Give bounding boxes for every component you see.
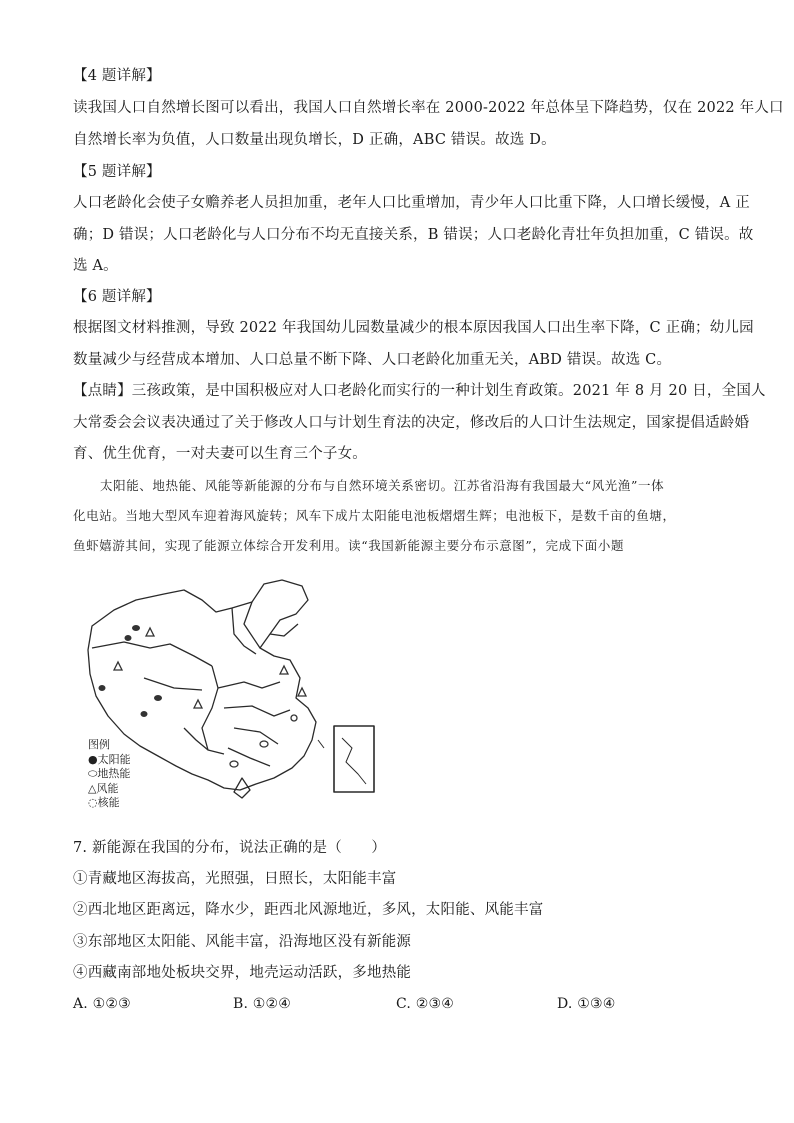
tip-line-1: 【点睛】三孩政策，是中国积极应对人口老龄化而实行的一种计划生育政策。2021 年 8 月 20 日，全国人 [73,383,766,399]
legend-item-wind: △风能 [88,781,119,795]
map-legend [88,738,131,811]
legend-item-geothermal: ⬭地热能 [88,767,131,780]
legend-title: 图例 [88,738,110,751]
q7-statement-2: ②西北地区距离远，降水少，距西北风源地近，多风，太阳能、风能丰富 [73,902,544,918]
q5-line-3: 选 A。 [73,258,118,274]
tip-line-3: 育、优生优育，一对夫妻可以生育三个子女。 [73,446,367,462]
material-line-2: 化电站。当地大型风车迎着海风旋转；风车下成片太阳能电池板熠熠生辉；电池板下，是数千亩的鱼塘， [73,508,676,523]
q5-line-1: 人口老龄化会使子女赡养老人员担加重，老年人口比重增加，青少年人口比重下降，人口增长缓慢，A 正 [73,195,750,211]
wind-icon: △ [88,781,97,795]
solar-icon: ● [88,752,98,766]
q7-option-a[interactable]: A. ①②③ [73,996,131,1012]
q7-statement-1: ①青藏地区海拔高，光照强，日照长，太阳能丰富 [73,871,397,887]
tip-line-2: 大常委会会议表决通过了关于修改人口与计划生育法的决定，修改后的人口计生法规定，国家提倡适龄婚 [73,415,750,431]
q4-line-1: 读我国人口自然增长图可以看出，我国人口自然增长率在 2000-2022 年总体呈下降趋势，仅在 2022 年人口 [73,100,784,116]
material-line-1: 太阳能、地热能、风能等新能源的分布与自然环境关系密切。江苏省沿海有我国最大“风光渔”一体 [100,478,665,493]
q7-statement-3: ③东部地区太阳能、风能丰富，沿海地区没有新能源 [73,934,412,950]
q7-option-b[interactable]: B. ①②④ [233,996,292,1012]
q4-line-2: 自然增长率为负值，人口数量出现负增长，D 正确，ABC 错误。故选 D。 [73,132,556,148]
material-line-3: 鱼虾嬉游其间，实现了能源立体综合开发利用。读“我国新能源主要分布示意图”，完成下面小题 [73,538,625,553]
q7-stem: 7. 新能源在我国的分布，说法正确的是（ ） [73,840,387,856]
nuclear-icon: ◌ [88,796,98,809]
q5-line-2: 确；D 错误；人口老龄化与人口分布不均无直接关系，B 错误；人口老龄化青壮年负担加重，C 错误。故 [73,227,754,243]
q7-statement-4: ④西藏南部地处板块交界，地壳运动活跃，多地热能 [73,965,412,981]
q5-heading: 【5 题详解】 [73,164,161,180]
geothermal-icon: ⬭ [88,767,98,780]
q7-option-d[interactable]: D. ①③④ [557,996,616,1012]
q7-option-c[interactable]: C. ②③④ [396,996,454,1012]
q6-line-1: 根据图文材料推测，导致 2022 年我国幼儿园数量减少的根本原因我国人口出生率下降，C 正确；幼儿园 [73,320,754,336]
q6-heading: 【6 题详解】 [73,289,161,305]
legend-item-nuclear: ◌核能 [88,796,120,809]
q4-heading: 【4 题详解】 [73,68,161,84]
q6-line-2: 数量减少与经营成本增加、人口总量不断下降、人口老龄化加重无关，ABD 错误。故选 C。 [73,352,672,368]
legend-item-solar: ●太阳能 [88,752,131,766]
